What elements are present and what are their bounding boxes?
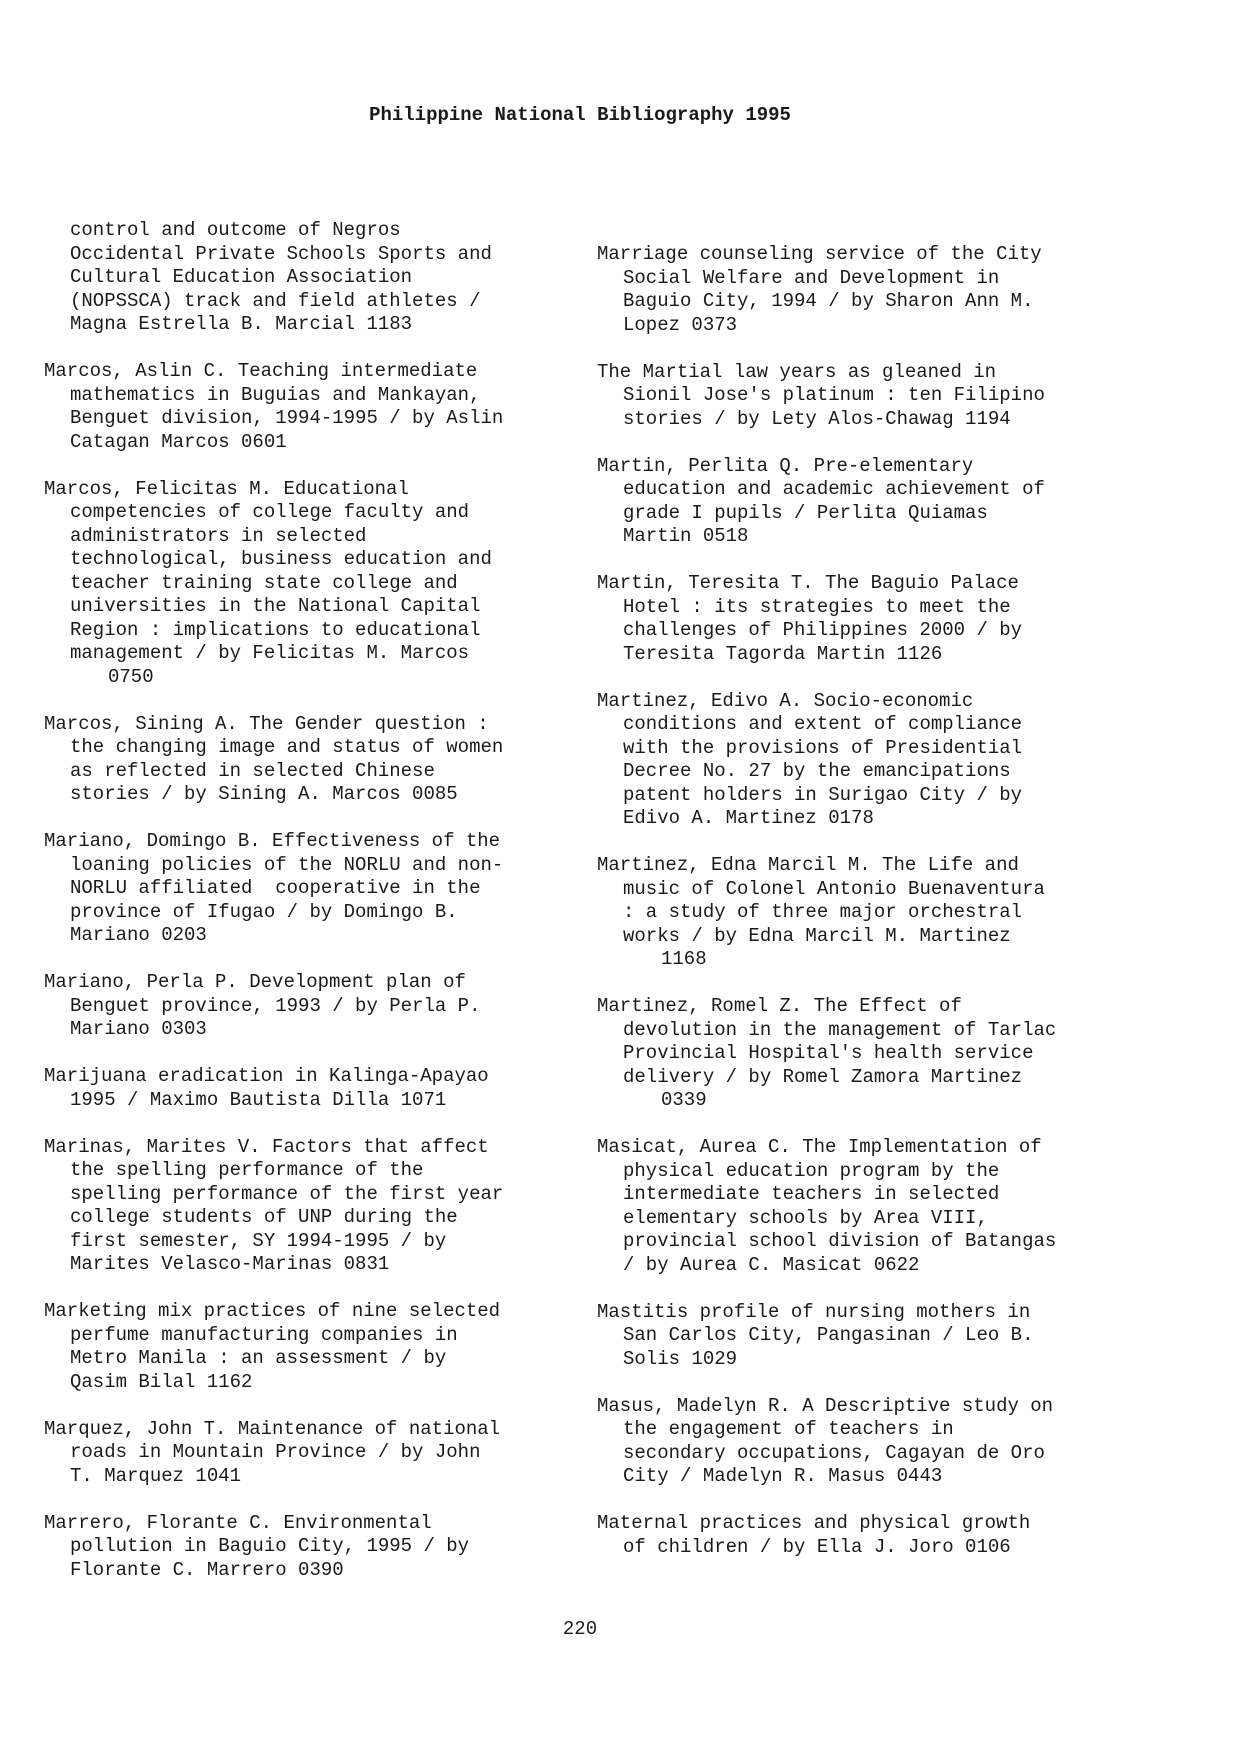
entry-line: Provincial Hospital's health service (623, 1042, 1034, 1064)
entry-line: Metro Manila : an assessment / by (70, 1347, 447, 1369)
entry-line: Masicat, Aurea C. The Implementation of (597, 1136, 1042, 1158)
entry-line: of children / by Ella J. Joro 0106 (623, 1535, 1011, 1558)
bibliography-entry (44, 971, 564, 1042)
bibliography-entry (44, 360, 564, 454)
bibliography-entry (44, 478, 564, 690)
bibliography-entry (597, 995, 1117, 1113)
entry-line: teacher training state college and (70, 571, 458, 594)
entry-line: Decree No. 27 by the emancipations (623, 760, 1011, 782)
entry-line: works / by Edna Marcil M. Martinez (623, 924, 1011, 947)
bibliography-entry (44, 1136, 564, 1277)
entry-line: 0339 (661, 1089, 707, 1111)
entry-line: Lopez 0373 (623, 313, 738, 336)
entry-line: challenges of Philippines 2000 / by (623, 619, 1023, 641)
entry-line: stories / by Sining A. Marcos 0085 (70, 783, 458, 805)
entry-line: spelling performance of the first year (70, 1182, 504, 1205)
entry-line: the changing image and status of women (70, 736, 504, 758)
entry-line: Marcos, Felicitas M. Educational (44, 477, 409, 500)
entry-line: conditions and extent of compliance (623, 713, 1023, 735)
entry-line: Marites Velasco-Marinas 0831 (70, 1253, 390, 1275)
entry-line: 0750 (108, 665, 154, 688)
entry-line: loaning policies of the NORLU and non- (70, 853, 504, 876)
page-title: Philippine National Bibliography 1995 (369, 104, 791, 126)
bibliography-entry (597, 1512, 1117, 1559)
entry-line: Maternal practices and physical growth (597, 1512, 1031, 1534)
entry-line: Qasim Bilal 1162 (70, 1370, 253, 1393)
entry-line: Mariano, Domingo B. Effectiveness of the (44, 830, 501, 852)
entry-line: (NOPSSCA) track and field athletes / (70, 289, 481, 312)
entry-line: Catagan Marcos 0601 (70, 430, 287, 453)
entry-line: Mariano 0203 (70, 924, 207, 946)
bibliography-entry (597, 1301, 1117, 1372)
bibliography-entry (597, 572, 1117, 666)
entry-line: Region : implications to educational (70, 618, 481, 641)
bibliography-entry (44, 219, 564, 337)
entry-line: Marcos, Aslin C. Teaching intermediate (44, 360, 478, 382)
entry-line: Mariano 0303 (70, 1018, 207, 1040)
entry-line: pollution in Baguio City, 1995 / by (70, 1535, 470, 1557)
entry-line: patent holders in Surigao City / by (623, 783, 1023, 806)
entry-line: the engagement of teachers in (623, 1418, 954, 1440)
entry-line: 1995 / Maximo Bautista Dilla 1071 (70, 1088, 447, 1111)
entry-line: provincial school division of Batangas (623, 1230, 1057, 1252)
entry-line: Marinas, Marites V. Factors that affect (44, 1135, 489, 1158)
entry-line: stories / by Lety Alos-Chawag 1194 (623, 407, 1011, 430)
entry-line: perfume manufacturing companies in (70, 1323, 458, 1346)
entry-line: Occidental Private Schools Sports and (70, 242, 492, 265)
entry-line: intermediate teachers in selected (623, 1183, 1000, 1205)
entry-line: San Carlos City, Pangasinan / Leo B. (623, 1324, 1034, 1346)
entry-line: Martinez, Edivo A. Socio-economic (597, 689, 974, 712)
entry-line: Sionil Jose's platinum : ten Filipino (623, 384, 1045, 406)
entry-line: Teresita Tagorda Martin 1126 (623, 642, 943, 665)
left-column (44, 219, 564, 1606)
entry-line: delivery / by Romel Zamora Martinez (623, 1065, 1023, 1088)
entry-line: competencies of college faculty and (70, 501, 470, 523)
entry-line: Social Welfare and Development in (623, 266, 1000, 289)
bibliography-entry (44, 830, 564, 948)
entry-line: first semester, SY 1994-1995 / by (70, 1229, 447, 1252)
entry-line: Baguio City, 1994 / by Sharon Ann M. (623, 290, 1034, 312)
entry-line: Edivo A. Martinez 0178 (623, 807, 874, 829)
bibliography-entry (44, 1065, 564, 1112)
bibliography-entry (597, 854, 1117, 972)
entry-line: City / Madelyn R. Masus 0443 (623, 1465, 943, 1487)
entry-line: Martin 0518 (623, 525, 749, 547)
entry-line: Cultural Education Association (70, 266, 413, 288)
entry-line: music of Colonel Antonio Buenaventura (623, 877, 1045, 900)
entry-line: 1168 (661, 948, 707, 970)
entry-line: education and academic achievement of (623, 478, 1045, 500)
entry-line: Solis 1029 (623, 1347, 738, 1370)
page-number: 220 (562, 1618, 598, 1640)
entry-line: / by Aurea C. Masicat 0622 (623, 1253, 920, 1276)
entry-line: Martinez, Edna Marcil M. The Life and (597, 854, 1019, 876)
entry-line: control and outcome of Negros (70, 219, 401, 241)
entry-line: grade I pupils / Perlita Quiamas (623, 501, 988, 524)
entry-line: roads in Mountain Province / by John (70, 1441, 481, 1463)
bibliography-entry (44, 1300, 564, 1394)
entry-line: NORLU affiliated cooperative in the (70, 877, 481, 899)
entry-line: Martinez, Romel Z. The Effect of (597, 995, 962, 1017)
entry-line: elementary schools by Area VIII, (623, 1206, 988, 1229)
entry-line: Masus, Madelyn R. A Descriptive study on (597, 1394, 1054, 1417)
entry-line: management / by Felicitas M. Marcos (70, 642, 470, 664)
entry-line: Martin, Perlita Q. Pre-elementary (597, 454, 974, 477)
entry-line: secondary occupations, Cagayan de Oro (623, 1441, 1045, 1464)
entry-line: Marcos, Sining A. The Gender question : (44, 712, 489, 735)
entry-line: Marquez, John T. Maintenance of national (44, 1417, 501, 1440)
bibliography-entry (44, 1418, 564, 1489)
entry-line: as reflected in selected Chinese (70, 759, 435, 782)
entry-line: province of Ifugao / by Domingo B. (70, 900, 458, 923)
bibliography-entry (597, 1136, 1117, 1277)
entry-line: Martin, Teresita T. The Baguio Palace (597, 572, 1019, 594)
entry-line: the spelling performance of the (70, 1159, 424, 1181)
entry-line: Magna Estrella B. Marcial 1183 (70, 313, 413, 335)
entry-line: Hotel : its strategies to meet the (623, 595, 1011, 618)
entry-line: : a study of three major orchestral (623, 901, 1023, 923)
entry-line: Benguet division, 1994-1995 / by Aslin (70, 407, 504, 429)
entry-line: Benguet province, 1993 / by Perla P. (70, 994, 481, 1017)
entry-line: Marrero, Florante C. Environmental (44, 1511, 432, 1534)
bibliography-entry (597, 243, 1117, 337)
entry-line: administrators in selected (70, 524, 367, 547)
bibliography-entry (597, 455, 1117, 549)
right-column (597, 243, 1117, 1583)
bibliography-entry (44, 1512, 564, 1583)
entry-line: Mariano, Perla P. Development plan of (44, 971, 466, 993)
entry-line: Marketing mix practices of nine selected (44, 1300, 501, 1322)
entry-line: Marijuana eradication in Kalinga-Apayao (44, 1065, 489, 1087)
entry-line: Marriage counseling service of the City (597, 243, 1042, 265)
bibliography-entry (597, 1395, 1117, 1489)
bibliography-entry (597, 361, 1117, 432)
entry-line: with the provisions of Presidential (623, 736, 1023, 759)
entry-line: physical education program by the (623, 1159, 1000, 1182)
entry-line: college students of UNP during the (70, 1206, 458, 1228)
entry-line: technological, business education and (70, 548, 492, 570)
entry-line: Florante C. Marrero 0390 (70, 1558, 344, 1581)
bibliography-entry (44, 713, 564, 807)
entry-line: devolution in the management of Tarlac (623, 1018, 1057, 1041)
entry-line: universities in the National Capital (70, 595, 481, 617)
bibliography-entry (597, 690, 1117, 831)
entry-line: Mastitis profile of nursing mothers in (597, 1300, 1031, 1323)
entry-line: T. Marquez 1041 (70, 1464, 242, 1487)
entry-line: mathematics in Buguias and Mankayan, (70, 383, 481, 406)
entry-line: The Martial law years as gleaned in (597, 360, 997, 383)
